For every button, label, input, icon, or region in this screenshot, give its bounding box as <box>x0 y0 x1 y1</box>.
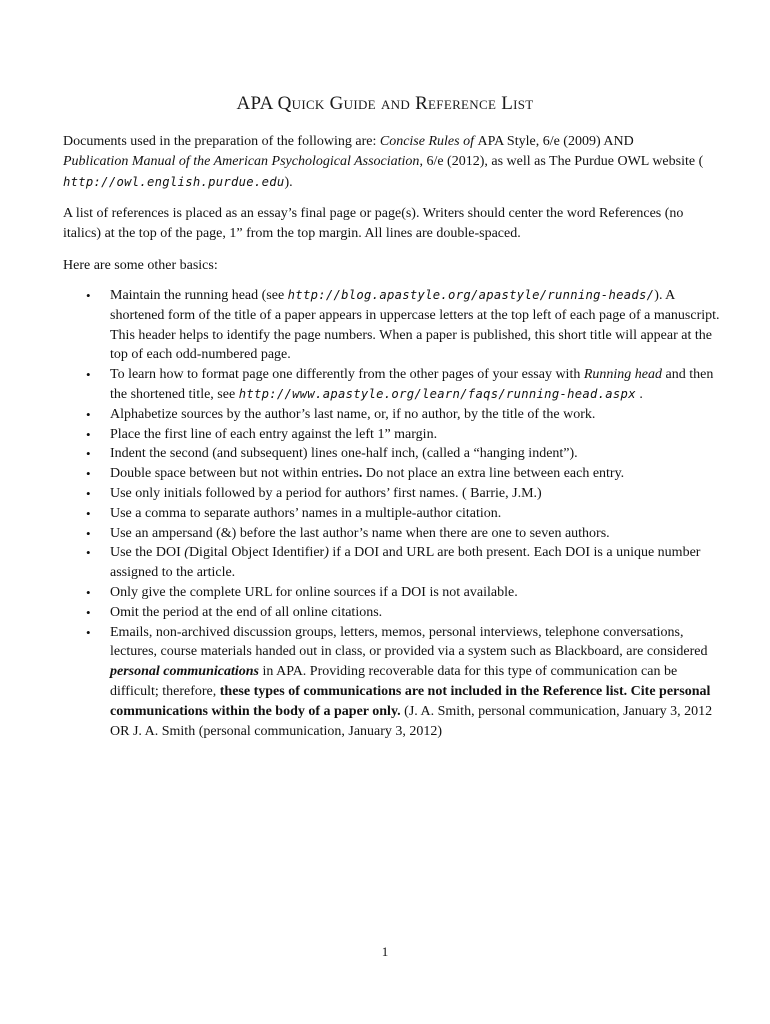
bullet-icon: • <box>86 446 91 462</box>
item-text: Emails, non-archived discussion groups, letters, memos, personal interviews, telephone conversations, lectures, course materials handed out in class, or provided via a system such as Blackboard, are considered <box>110 624 708 660</box>
item-italic: Running head <box>583 367 662 383</box>
item-text: in APA. Providing recoverable data for this type of communication can be difficult; therefore, <box>110 664 678 699</box>
item-bold: . <box>358 466 363 482</box>
item-text: Alphabetize sources by the author’s last name, or, if no author, by the title of the work. <box>110 406 596 422</box>
list-item <box>63 603 723 623</box>
list-item <box>63 623 723 742</box>
item-text: Digital Object Identifier <box>188 545 325 561</box>
item-text: Maintain the running head (see <box>110 288 288 303</box>
bullet-icon: • <box>86 624 91 640</box>
list-item <box>63 425 723 445</box>
purdue-owl-link[interactable]: http://owl.english.purdue.edu <box>63 175 285 189</box>
item-text: Place the first line of each entry against the left 1” margin. <box>110 426 438 442</box>
item-text: ). A shortened form of the title of a paper appears in uppercase letters at the top left of each page of a manuscript. This header helps to identify the page numbers. When a paper is published, this short title will appear at the top of each odd-numbered page. <box>110 288 720 363</box>
list-item <box>63 504 723 524</box>
bullet-icon: • <box>86 367 91 383</box>
item-text: Double space between but not within entries <box>110 466 359 482</box>
item-text: Use a comma to separate authors’ names in a multiple-author citation. <box>110 505 502 521</box>
item-text: Do not place an extra line between each entry. <box>362 466 625 482</box>
bullet-icon: • <box>86 406 91 422</box>
intro-text-4: ). <box>284 175 293 190</box>
intro-text-3: , 6/e (2012), as well as The Purdue OWL website ( <box>419 154 704 169</box>
item-text: Indent the second (and subsequent) lines one-half inch, (called a “hanging indent”). <box>110 446 578 462</box>
list-item <box>63 444 723 464</box>
item-text: . <box>635 386 643 402</box>
item-bold-italic: personal communications <box>110 664 259 680</box>
item-text: Omit the period at the end of all online citations. <box>110 604 383 620</box>
basics-list <box>63 286 723 741</box>
bullet-icon: • <box>86 485 91 501</box>
list-item <box>63 286 723 365</box>
item-text: and then the shortened title, see <box>110 367 714 402</box>
bullet-icon: • <box>86 426 91 442</box>
intro-italic-1: Concise Rules of <box>379 134 478 149</box>
bullet-icon: • <box>86 604 91 620</box>
bullet-icon: • <box>86 288 91 303</box>
list-item <box>63 464 723 484</box>
intro-text-2: APA Style, 6/e (2009) AND <box>477 134 634 149</box>
item-italic: ( <box>184 545 189 561</box>
running-heads-link[interactable]: http://blog.apastyle.org/apastyle/running-heads/ <box>287 288 655 302</box>
list-item <box>63 583 723 603</box>
bullet-icon: • <box>86 505 91 521</box>
basics-intro: Here are some other basics: <box>63 258 218 273</box>
item-text: Use the DOI <box>110 545 185 561</box>
page-number: 1 <box>381 944 389 959</box>
intro-text-1: Documents used in the preparation of the following are: <box>63 134 380 149</box>
item-text: Only give the complete URL for online sources if a DOI is not available. <box>110 584 518 600</box>
bullet-icon: • <box>86 584 91 600</box>
list-item <box>63 524 723 544</box>
bullet-icon: • <box>86 466 91 482</box>
running-head-faq-link[interactable]: http://www.apastyle.org/learn/faqs/running-head.aspx <box>238 386 636 401</box>
bullet-icon: • <box>86 525 91 541</box>
list-item <box>63 405 723 425</box>
list-item <box>63 365 723 405</box>
item-text: Use only initials followed by a period for authors’ first names. ( Barrie, J.M.) <box>110 485 542 501</box>
document-title: APA Quick Guide and Reference List <box>236 93 534 114</box>
list-item <box>63 543 723 583</box>
item-text: To learn how to format page one differently from the other pages of your essay with <box>110 367 584 383</box>
references-paragraph: A list of references is placed as an essay’s final page or page(s). Writers should center the word References (no italics) at the top of the page, 1” from the top margin. All lines are double-spaced. <box>63 206 684 241</box>
intro-paragraph <box>63 132 713 193</box>
intro-italic-2: Publication Manual of the American Psychological Association <box>63 154 420 169</box>
item-bold: these types of communications are not included in the Reference list. Cite personal communications within the body of a paper only. <box>110 683 711 719</box>
item-italic: ) <box>324 545 329 561</box>
bullet-icon: • <box>86 545 91 561</box>
item-text: (J. A. Smith, personal communication, January 3, 2012 OR J. A. Smith (personal communication, January 3, 2012) <box>110 703 713 739</box>
item-text: Use an ampersand (&) before the last author’s name when there are one to seven authors. <box>110 525 610 541</box>
item-text: if a DOI and URL are both present. Each DOI is a unique number assigned to the article. <box>110 545 701 581</box>
list-item <box>63 484 723 504</box>
